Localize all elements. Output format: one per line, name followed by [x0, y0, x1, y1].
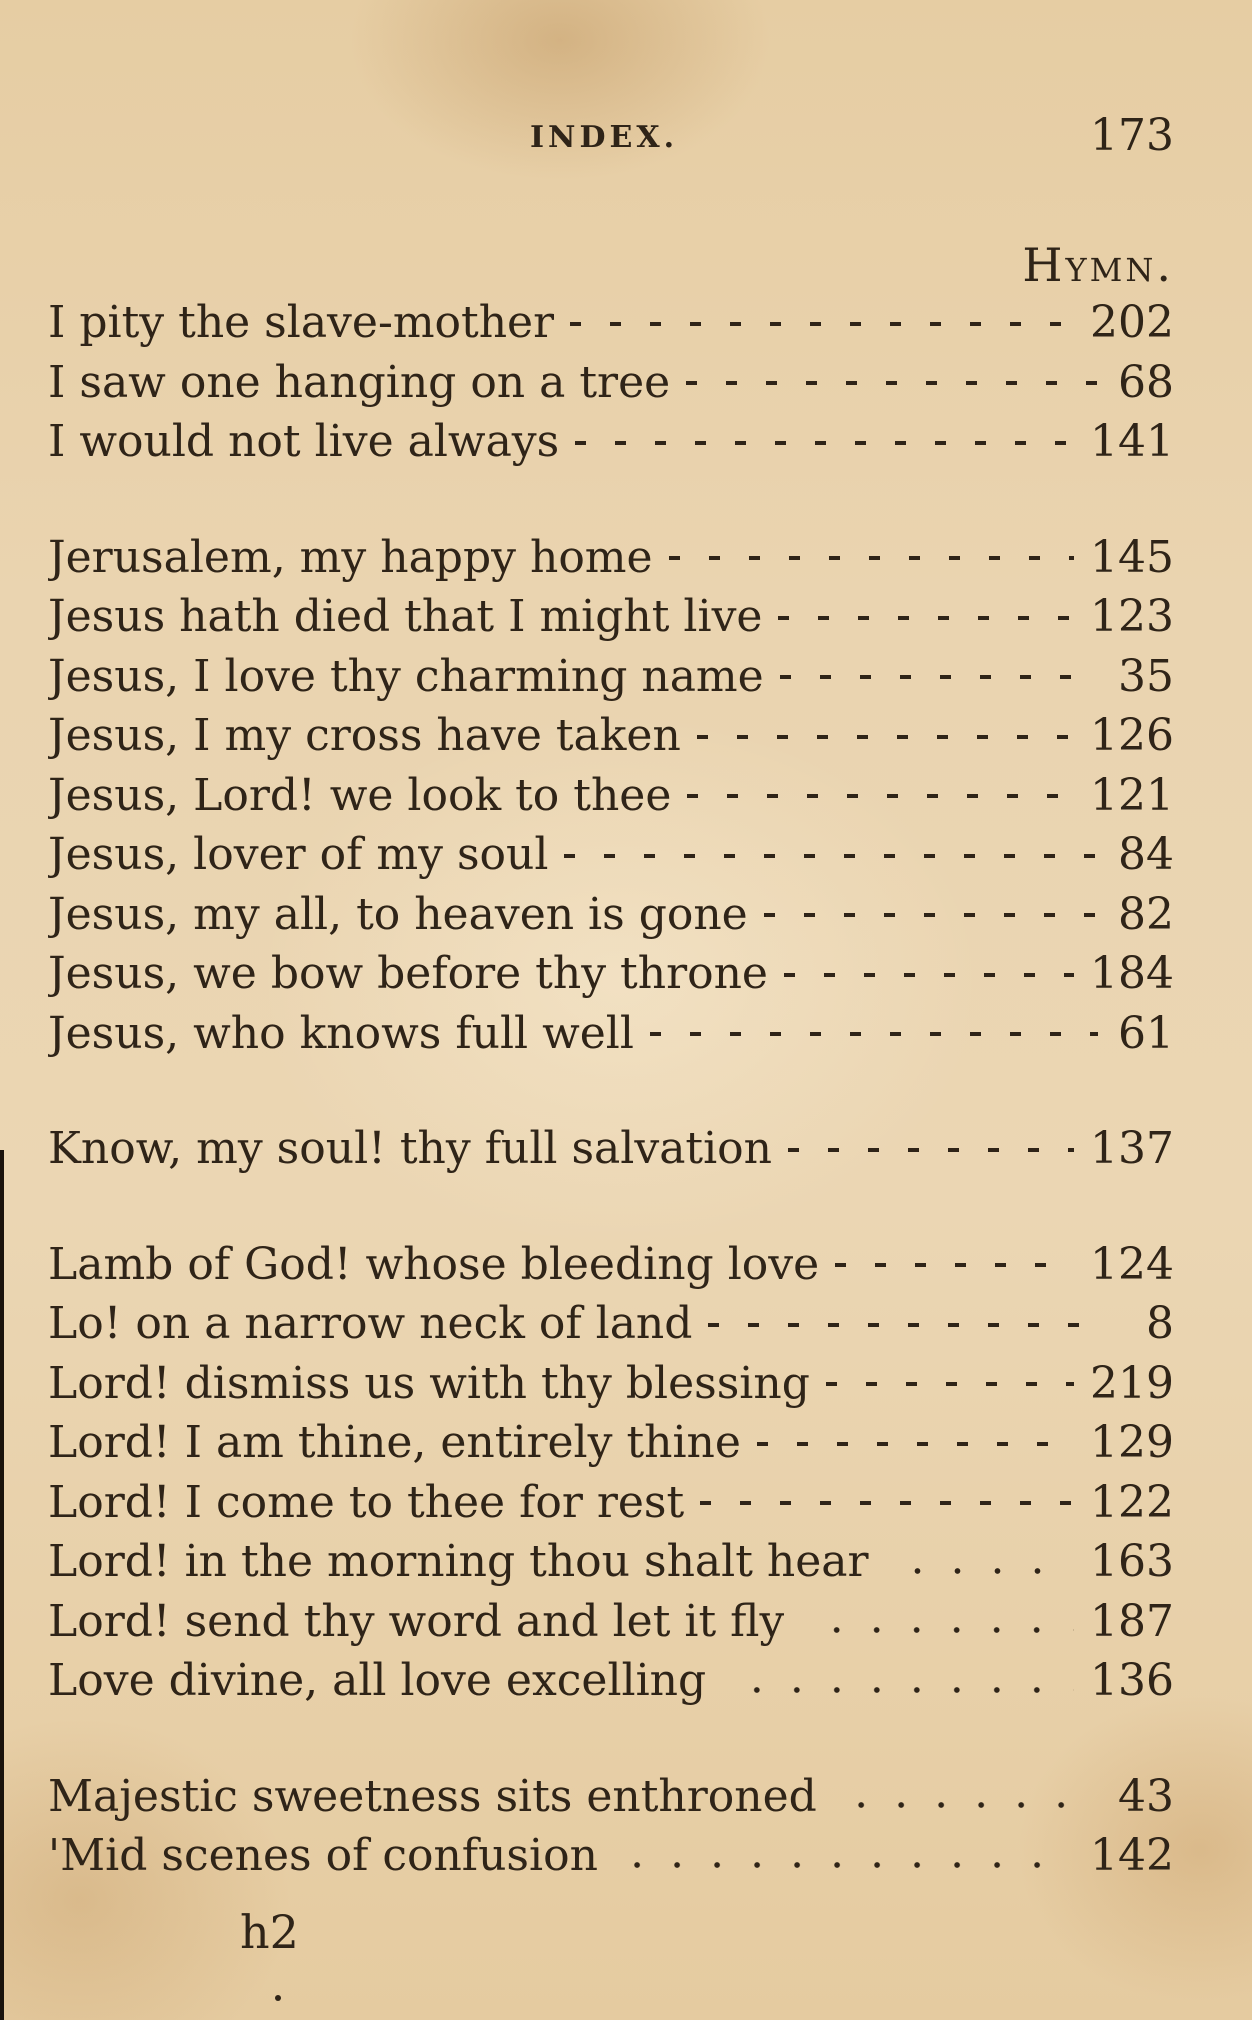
index-entry — [48, 766, 1174, 826]
index-group-j — [48, 528, 1174, 1064]
index-entry — [48, 1592, 1174, 1652]
entry-title: Jesus, I my cross have taken — [48, 710, 681, 761]
hymn-number: 126 — [1090, 710, 1174, 761]
entry-title: Jesus, we bow before thy throne — [48, 948, 768, 999]
entry-title: Jerusalem, my happy home — [48, 531, 653, 583]
index-group-i — [48, 293, 1174, 472]
ink-dot — [275, 1995, 281, 2001]
entry-title: Lord! send thy word and let it fly — [48, 1595, 785, 1647]
index-entry — [48, 1004, 1174, 1064]
leader-line — [778, 616, 1074, 620]
index-group-m — [48, 1767, 1174, 1886]
signature-mark: h2 — [240, 1905, 299, 1959]
leader-line — [708, 1323, 1098, 1327]
index-entry — [48, 528, 1174, 588]
entry-title: I pity the slave-mother — [48, 297, 555, 348]
entry-title: I would not live always — [48, 416, 560, 467]
leader-line — [570, 322, 1074, 326]
entry-title: I saw one hanging on a tree — [48, 356, 671, 408]
hymn-number: 82 — [1118, 888, 1174, 940]
entry-title: Love divine, all love excelling — [48, 1655, 707, 1706]
entry-title: Lord! in the morning thou shalt hear — [48, 1536, 869, 1587]
leader-line — [780, 675, 1098, 679]
leader-line — [564, 854, 1098, 858]
hymn-number: 84 — [1118, 829, 1174, 880]
index-entry — [48, 412, 1174, 472]
leader-line — [800, 1627, 1074, 1633]
leader-line — [686, 381, 1098, 385]
index-entry — [48, 1294, 1174, 1354]
leader-line — [833, 1802, 1098, 1808]
index-entry — [48, 1651, 1174, 1711]
hymn-number: 142 — [1090, 1830, 1174, 1881]
hymn-number: 129 — [1090, 1417, 1174, 1468]
hymn-number: 136 — [1090, 1655, 1174, 1706]
index-group-k — [48, 1119, 1174, 1179]
leader-line — [614, 1862, 1074, 1868]
index-entry — [48, 885, 1174, 945]
index-entry — [48, 587, 1174, 647]
leader-line — [687, 794, 1074, 798]
column-heading: Hymn. — [1022, 238, 1174, 292]
hymn-number: 8 — [1146, 1298, 1174, 1349]
entry-title: Lord! dismiss us with thy blessing — [48, 1357, 810, 1409]
entry-title: Majestic sweetness sits enthroned — [48, 1770, 817, 1822]
leader-line — [697, 735, 1074, 739]
entry-title: Jesus hath died that I might live — [48, 591, 763, 642]
index-entries — [48, 293, 1174, 1942]
leader-line — [826, 1382, 1074, 1386]
entry-title: Jesus, Lord! we look to thee — [48, 769, 672, 821]
leader-line — [575, 441, 1074, 445]
leader-line — [764, 913, 1098, 917]
index-entry — [48, 706, 1174, 766]
page-number: 173 — [1090, 110, 1174, 161]
index-entry — [48, 1354, 1174, 1414]
leader-line — [757, 1442, 1074, 1446]
entry-title: Lord! I come to thee for rest — [48, 1476, 685, 1528]
hymn-number: 121 — [1090, 769, 1174, 821]
hymn-number: 202 — [1090, 297, 1174, 348]
index-entry — [48, 825, 1174, 885]
index-entry — [48, 1235, 1174, 1295]
hymn-number: 163 — [1090, 1536, 1174, 1587]
leader-line — [885, 1568, 1074, 1574]
index-entry — [48, 944, 1174, 1004]
leader-line — [835, 1263, 1074, 1267]
index-entry — [48, 1473, 1174, 1533]
index-entry — [48, 1413, 1174, 1473]
leader-line — [784, 973, 1074, 977]
index-entry — [48, 353, 1174, 413]
index-entry — [48, 1119, 1174, 1179]
index-entry — [48, 1767, 1174, 1827]
entry-title: Jesus, I love thy charming name — [48, 650, 764, 702]
leader-line — [700, 1501, 1074, 1505]
hymn-number: 145 — [1090, 531, 1174, 583]
leader-line — [722, 1687, 1074, 1693]
hymn-number: 184 — [1090, 948, 1174, 999]
entry-title: Jesus, lover of my soul — [48, 829, 549, 880]
running-head: INDEX. — [530, 120, 679, 155]
entry-title: Lord! I am thine, entirely thine — [48, 1417, 741, 1468]
hymn-number: 141 — [1090, 416, 1174, 467]
entry-title: 'Mid scenes of confusion — [48, 1830, 598, 1881]
index-group-l — [48, 1235, 1174, 1711]
index-entry — [48, 1826, 1174, 1886]
entry-title: Jesus, who knows full well — [48, 1007, 634, 1059]
hymn-number: 219 — [1090, 1357, 1174, 1409]
index-entry — [48, 647, 1174, 707]
entry-title: Lo! on a narrow neck of land — [48, 1298, 693, 1349]
hymn-number: 43 — [1118, 1770, 1174, 1822]
hymn-number: 35 — [1118, 650, 1174, 702]
hymn-number: 187 — [1090, 1595, 1174, 1647]
leader-line — [788, 1148, 1074, 1152]
page-edge-shadow — [0, 1150, 4, 2020]
entry-title: Know, my soul! thy full salvation — [48, 1123, 773, 1174]
entry-title: Lamb of God! whose bleeding love — [48, 1238, 820, 1290]
index-entry — [48, 1532, 1174, 1592]
hymn-number: 124 — [1090, 1238, 1174, 1290]
entry-title: Jesus, my all, to heaven is gone — [48, 888, 748, 940]
hymn-number: 61 — [1118, 1007, 1174, 1059]
hymn-number: 123 — [1090, 591, 1174, 642]
index-entry — [48, 293, 1174, 353]
hymn-number: 68 — [1118, 356, 1174, 408]
hymn-number: 122 — [1090, 1476, 1174, 1528]
leader-line — [650, 1032, 1098, 1036]
leader-line — [669, 556, 1074, 560]
hymn-number: 137 — [1090, 1123, 1174, 1174]
